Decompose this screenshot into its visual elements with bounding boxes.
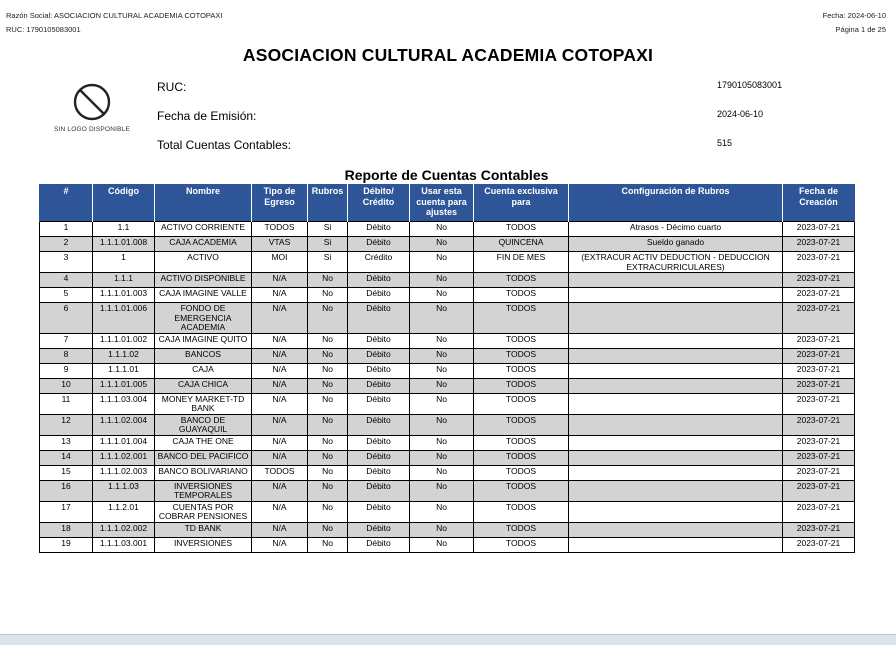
- cell-usar-ajustes: No: [410, 348, 474, 363]
- cell-tipo-egreso: N/A: [252, 348, 308, 363]
- table-row: [40, 537, 855, 552]
- table-row: [40, 252, 855, 273]
- cell-tipo-egreso: TODOS: [252, 222, 308, 237]
- fecha-header: Fecha: 2024-06-10: [822, 11, 886, 20]
- cell-num: 8: [40, 348, 93, 363]
- cell-nombre: FONDO DE EMERGENCIA ACADEMIA: [155, 303, 252, 334]
- cell-configuracion-rubros: [569, 537, 783, 552]
- cell-fecha-creacion: 2023-07-21: [783, 237, 855, 252]
- cell-num: 1: [40, 222, 93, 237]
- cell-tipo-egreso: MOI: [252, 252, 308, 273]
- cell-fecha-creacion: 2023-07-21: [783, 465, 855, 480]
- cell-num: 2: [40, 237, 93, 252]
- cell-debito-credito: Débito: [348, 435, 410, 450]
- cell-debito-credito: Débito: [348, 480, 410, 501]
- cell-rubros: No: [308, 522, 348, 537]
- cell-nombre: CAJA THE ONE: [155, 435, 252, 450]
- cell-debito-credito: Débito: [348, 393, 410, 414]
- cell-usar-ajustes: No: [410, 393, 474, 414]
- cell-configuracion-rubros: [569, 378, 783, 393]
- cell-cuenta-exclusiva: TODOS: [474, 378, 569, 393]
- cell-usar-ajustes: No: [410, 480, 474, 501]
- page-title: ASOCIACION CULTURAL ACADEMIA COTOPAXI: [242, 45, 654, 65]
- footer-band: [0, 634, 896, 645]
- cell-nombre: CAJA IMAGINE VALLE: [155, 288, 252, 303]
- cell-debito-credito: Débito: [348, 465, 410, 480]
- cell-codigo: 1.1.1.02.004: [93, 414, 155, 435]
- cell-tipo-egreso: N/A: [252, 480, 308, 501]
- table-row: [40, 273, 855, 288]
- cell-nombre: CAJA IMAGINE QUITO: [155, 333, 252, 348]
- cell-nombre: CAJA: [155, 363, 252, 378]
- cell-fecha-creacion: 2023-07-21: [783, 480, 855, 501]
- cell-num: 6: [40, 303, 93, 334]
- cell-rubros: No: [308, 273, 348, 288]
- cell-rubros: No: [308, 465, 348, 480]
- table-row: [40, 303, 855, 334]
- cell-cuenta-exclusiva: TODOS: [474, 273, 569, 288]
- no-logo-icon: [72, 82, 112, 122]
- cell-num: 12: [40, 414, 93, 435]
- cell-fecha-creacion: 2023-07-21: [783, 273, 855, 288]
- cell-nombre: MONEY MARKET-TD BANK: [155, 393, 252, 414]
- cell-usar-ajustes: No: [410, 450, 474, 465]
- cell-nombre: INVERSIONES: [155, 537, 252, 552]
- cell-num: 15: [40, 465, 93, 480]
- cell-num: 11: [40, 393, 93, 414]
- cell-rubros: No: [308, 393, 348, 414]
- table-row: [40, 522, 855, 537]
- cell-num: 13: [40, 435, 93, 450]
- table-row: [40, 450, 855, 465]
- table-row: [40, 237, 855, 252]
- cell-configuracion-rubros: [569, 501, 783, 522]
- cell-codigo: 1.1.2.01: [93, 501, 155, 522]
- cell-rubros: Si: [308, 237, 348, 252]
- cell-fecha-creacion: 2023-07-21: [783, 303, 855, 334]
- table-row: [40, 393, 855, 414]
- cell-codigo: 1.1.1.01: [93, 363, 155, 378]
- cell-fecha-creacion: 2023-07-21: [783, 222, 855, 237]
- cell-tipo-egreso: N/A: [252, 501, 308, 522]
- cell-debito-credito: Débito: [348, 378, 410, 393]
- cell-configuracion-rubros: [569, 522, 783, 537]
- cell-debito-credito: Débito: [348, 288, 410, 303]
- cell-cuenta-exclusiva: TODOS: [474, 480, 569, 501]
- cell-tipo-egreso: N/A: [252, 288, 308, 303]
- cell-configuracion-rubros: [569, 363, 783, 378]
- cell-tipo-egreso: N/A: [252, 450, 308, 465]
- cell-num: 16: [40, 480, 93, 501]
- column-header-configuracion-rubros: Configuración de Rubros: [569, 184, 783, 222]
- cell-tipo-egreso: N/A: [252, 393, 308, 414]
- cell-codigo: 1.1: [93, 222, 155, 237]
- cell-fecha-creacion: 2023-07-21: [783, 435, 855, 450]
- table-row: [40, 333, 855, 348]
- column-header-usar-ajustes: Usar esta cuenta para ajustes: [410, 184, 474, 222]
- cell-tipo-egreso: N/A: [252, 522, 308, 537]
- fecha-emision-value: 2024-06-10: [717, 109, 764, 119]
- cell-debito-credito: Débito: [348, 273, 410, 288]
- fecha-emision-label: Fecha de Emisión:: [157, 109, 257, 123]
- cell-fecha-creacion: 2023-07-21: [783, 522, 855, 537]
- cell-num: 7: [40, 333, 93, 348]
- cell-fecha-creacion: 2023-07-21: [783, 363, 855, 378]
- cell-debito-credito: Débito: [348, 222, 410, 237]
- column-header-nombre: Nombre: [155, 184, 252, 222]
- cell-codigo: 1.1.1.02: [93, 348, 155, 363]
- cell-nombre: ACTIVO CORRIENTE: [155, 222, 252, 237]
- cell-codigo: 1.1.1.01.006: [93, 303, 155, 334]
- cell-usar-ajustes: No: [410, 378, 474, 393]
- cell-codigo: 1.1.1.02.002: [93, 522, 155, 537]
- cell-cuenta-exclusiva: TODOS: [474, 222, 569, 237]
- cell-codigo: 1.1.1.03: [93, 480, 155, 501]
- cell-configuracion-rubros: [569, 450, 783, 465]
- table-row: [40, 414, 855, 435]
- cell-cuenta-exclusiva: TODOS: [474, 393, 569, 414]
- cell-num: 17: [40, 501, 93, 522]
- cell-tipo-egreso: N/A: [252, 303, 308, 334]
- cell-codigo: 1.1.1.01.003: [93, 288, 155, 303]
- cell-rubros: No: [308, 348, 348, 363]
- cell-codigo: 1.1.1.01.008: [93, 237, 155, 252]
- cell-debito-credito: Débito: [348, 237, 410, 252]
- cell-debito-credito: Débito: [348, 348, 410, 363]
- cell-cuenta-exclusiva: TODOS: [474, 450, 569, 465]
- cell-num: 14: [40, 450, 93, 465]
- cell-configuracion-rubros: [569, 348, 783, 363]
- cell-usar-ajustes: No: [410, 522, 474, 537]
- cell-cuenta-exclusiva: TODOS: [474, 363, 569, 378]
- cell-rubros: No: [308, 363, 348, 378]
- cell-codigo: 1.1.1: [93, 273, 155, 288]
- cell-rubros: No: [308, 480, 348, 501]
- cell-debito-credito: Débito: [348, 450, 410, 465]
- cell-configuracion-rubros: [569, 465, 783, 480]
- cell-num: 9: [40, 363, 93, 378]
- cell-nombre: ACTIVO: [155, 252, 252, 273]
- column-header-fecha-creacion: Fecha de Creación: [783, 184, 855, 222]
- cell-rubros: No: [308, 378, 348, 393]
- cell-nombre: CAJA ACADEMIA: [155, 237, 252, 252]
- table-body: [40, 222, 855, 553]
- cell-configuracion-rubros: [569, 435, 783, 450]
- cell-configuracion-rubros: Sueldo ganado: [569, 237, 783, 252]
- cell-fecha-creacion: 2023-07-21: [783, 414, 855, 435]
- cell-usar-ajustes: No: [410, 435, 474, 450]
- cell-cuenta-exclusiva: TODOS: [474, 435, 569, 450]
- cell-nombre: CUENTAS POR COBRAR PENSIONES: [155, 501, 252, 522]
- column-header-num: #: [40, 184, 93, 222]
- logo-text: SIN LOGO DISPONIBLE: [53, 126, 131, 133]
- cell-rubros: No: [308, 303, 348, 334]
- cell-configuracion-rubros: [569, 303, 783, 334]
- cell-tipo-egreso: N/A: [252, 537, 308, 552]
- cell-usar-ajustes: No: [410, 288, 474, 303]
- cell-fecha-creacion: 2023-07-21: [783, 450, 855, 465]
- cell-cuenta-exclusiva: TODOS: [474, 288, 569, 303]
- total-cuentas-label: Total Cuentas Contables:: [157, 138, 292, 152]
- cell-tipo-egreso: N/A: [252, 333, 308, 348]
- cell-cuenta-exclusiva: TODOS: [474, 348, 569, 363]
- cell-fecha-creacion: 2023-07-21: [783, 501, 855, 522]
- column-header-debito-credito: Débito/ Crédito: [348, 184, 410, 222]
- table-row: [40, 348, 855, 363]
- cell-num: 10: [40, 378, 93, 393]
- cell-rubros: No: [308, 450, 348, 465]
- cell-configuracion-rubros: (EXTRACUR ACTIV DEDUCTION - DEDUCCION EXTRACURRICULARES): [569, 252, 783, 273]
- cell-configuracion-rubros: [569, 393, 783, 414]
- cell-usar-ajustes: No: [410, 537, 474, 552]
- cell-tipo-egreso: N/A: [252, 414, 308, 435]
- cell-nombre: ACTIVO DISPONIBLE: [155, 273, 252, 288]
- cell-codigo: 1.1.1.03.004: [93, 393, 155, 414]
- cell-usar-ajustes: No: [410, 273, 474, 288]
- cell-usar-ajustes: No: [410, 363, 474, 378]
- table-row: [40, 222, 855, 237]
- table-row: [40, 378, 855, 393]
- cell-codigo: 1.1.1.03.001: [93, 537, 155, 552]
- column-header-codigo: Código: [93, 184, 155, 222]
- cell-configuracion-rubros: [569, 273, 783, 288]
- accounts-table: [39, 184, 855, 553]
- cell-nombre: INVERSIONES TEMPORALES: [155, 480, 252, 501]
- cell-cuenta-exclusiva: QUINCENA: [474, 237, 569, 252]
- table-row: [40, 480, 855, 501]
- cell-usar-ajustes: No: [410, 501, 474, 522]
- cell-rubros: No: [308, 501, 348, 522]
- cell-configuracion-rubros: [569, 414, 783, 435]
- cell-tipo-egreso: N/A: [252, 363, 308, 378]
- ruc-label: RUC:: [157, 80, 187, 94]
- cell-codigo: 1.1.1.01.002: [93, 333, 155, 348]
- total-cuentas-value: 515: [717, 138, 733, 148]
- cell-configuracion-rubros: Atrasos - Décimo cuarto: [569, 222, 783, 237]
- cell-debito-credito: Débito: [348, 363, 410, 378]
- cell-usar-ajustes: No: [410, 303, 474, 334]
- cell-rubros: Si: [308, 252, 348, 273]
- cell-usar-ajustes: No: [410, 237, 474, 252]
- cell-num: 4: [40, 273, 93, 288]
- ruc-value: 1790105083001: [717, 80, 783, 90]
- page-number: Página 1 de 25: [835, 25, 886, 34]
- table-row: [40, 363, 855, 378]
- cell-codigo: 1.1.1.01.004: [93, 435, 155, 450]
- cell-cuenta-exclusiva: TODOS: [474, 465, 569, 480]
- cell-usar-ajustes: No: [410, 222, 474, 237]
- cell-fecha-creacion: 2023-07-21: [783, 333, 855, 348]
- cell-rubros: No: [308, 435, 348, 450]
- table-row: [40, 465, 855, 480]
- cell-fecha-creacion: 2023-07-21: [783, 348, 855, 363]
- cell-nombre: BANCO DEL PACIFICO: [155, 450, 252, 465]
- cell-debito-credito: Débito: [348, 333, 410, 348]
- cell-fecha-creacion: 2023-07-21: [783, 393, 855, 414]
- cell-num: 19: [40, 537, 93, 552]
- cell-debito-credito: Débito: [348, 303, 410, 334]
- cell-cuenta-exclusiva: TODOS: [474, 303, 569, 334]
- cell-rubros: Si: [308, 222, 348, 237]
- cell-fecha-creacion: 2023-07-21: [783, 288, 855, 303]
- cell-cuenta-exclusiva: TODOS: [474, 333, 569, 348]
- cell-tipo-egreso: TODOS: [252, 465, 308, 480]
- cell-debito-credito: Débito: [348, 537, 410, 552]
- cell-rubros: No: [308, 537, 348, 552]
- razon-social: Razón Social: ASOCIACION CULTURAL ACADEMIA COTOPAXI: [6, 11, 223, 20]
- cell-tipo-egreso: N/A: [252, 273, 308, 288]
- cell-tipo-egreso: N/A: [252, 435, 308, 450]
- logo-placeholder: [48, 82, 136, 140]
- cell-debito-credito: Débito: [348, 501, 410, 522]
- cell-debito-credito: Crédito: [348, 252, 410, 273]
- cell-rubros: No: [308, 333, 348, 348]
- cell-usar-ajustes: No: [410, 333, 474, 348]
- cell-cuenta-exclusiva: TODOS: [474, 537, 569, 552]
- cell-tipo-egreso: N/A: [252, 378, 308, 393]
- cell-configuracion-rubros: [569, 333, 783, 348]
- cell-fecha-creacion: 2023-07-21: [783, 378, 855, 393]
- cell-cuenta-exclusiva: FIN DE MES: [474, 252, 569, 273]
- cell-usar-ajustes: No: [410, 252, 474, 273]
- cell-codigo: 1.1.1.02.001: [93, 450, 155, 465]
- cell-tipo-egreso: VTAS: [252, 237, 308, 252]
- table-row: [40, 501, 855, 522]
- cell-cuenta-exclusiva: TODOS: [474, 414, 569, 435]
- cell-fecha-creacion: 2023-07-21: [783, 537, 855, 552]
- cell-codigo: 1.1.1.01.005: [93, 378, 155, 393]
- column-header-tipo-egreso: Tipo de Egreso: [252, 184, 308, 222]
- cell-usar-ajustes: No: [410, 414, 474, 435]
- table-row: [40, 435, 855, 450]
- cell-configuracion-rubros: [569, 480, 783, 501]
- cell-cuenta-exclusiva: TODOS: [474, 501, 569, 522]
- cell-nombre: BANCO BOLIVARIANO: [155, 465, 252, 480]
- cell-nombre: BANCOS: [155, 348, 252, 363]
- column-header-rubros: Rubros: [308, 184, 348, 222]
- cell-nombre: BANCO DE GUAYAQUIL: [155, 414, 252, 435]
- cell-num: 18: [40, 522, 93, 537]
- cell-num: 3: [40, 252, 93, 273]
- cell-nombre: CAJA CHICA: [155, 378, 252, 393]
- cell-usar-ajustes: No: [410, 465, 474, 480]
- cell-codigo: 1: [93, 252, 155, 273]
- column-header-cuenta-exclusiva: Cuenta exclusiva para: [474, 184, 569, 222]
- table-row: [40, 288, 855, 303]
- cell-debito-credito: Débito: [348, 522, 410, 537]
- cell-fecha-creacion: 2023-07-21: [783, 252, 855, 273]
- cell-cuenta-exclusiva: TODOS: [474, 522, 569, 537]
- cell-debito-credito: Débito: [348, 414, 410, 435]
- report-title: Reporte de Cuentas Contables: [344, 167, 549, 183]
- cell-nombre: TD BANK: [155, 522, 252, 537]
- cell-rubros: No: [308, 288, 348, 303]
- cell-rubros: No: [308, 414, 348, 435]
- cell-num: 5: [40, 288, 93, 303]
- cell-configuracion-rubros: [569, 288, 783, 303]
- cell-codigo: 1.1.1.02.003: [93, 465, 155, 480]
- table-header-row: [40, 184, 855, 222]
- ruc-header: RUC: 1790105083001: [6, 25, 81, 34]
